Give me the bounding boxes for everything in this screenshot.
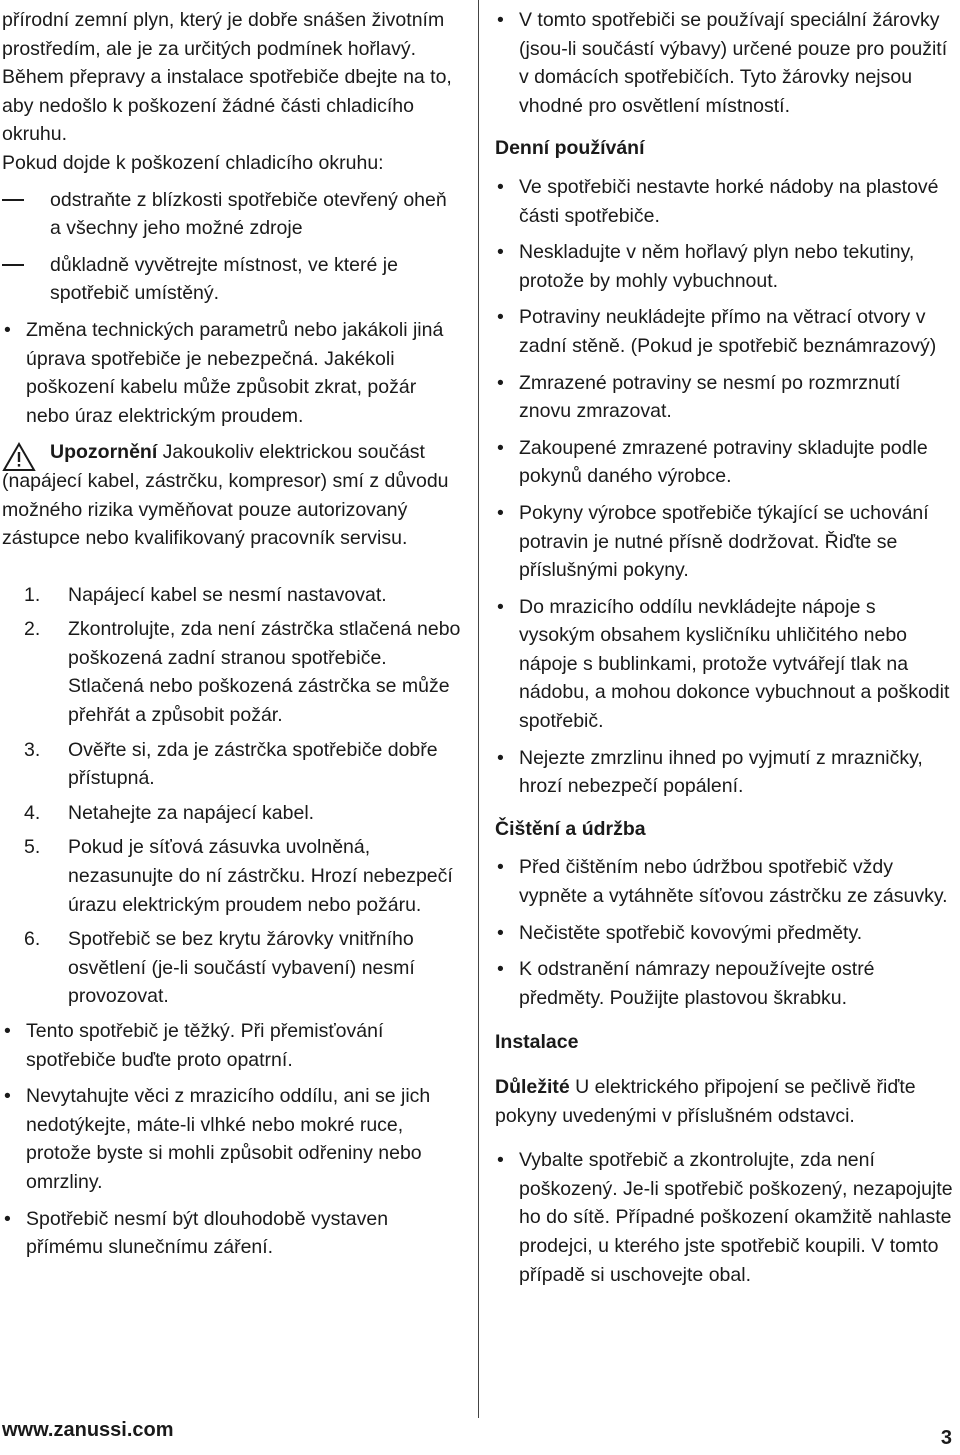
numbered-item: 2. Zkontrolujte, zda není zástrčka stlačená nebo poškozená zadní stranou spotřebiče. Stlačená nebo poškozená zástrčka se může přehřát a způsobit požár. xyxy=(24,618,461,727)
important-text: U elektrického připojení se pečlivě řiďte pokyny uvedenými v příslušném odstavci. xyxy=(495,1076,916,1127)
bullet-item: • Zakoupené zmrazené potraviny skladujte podle pokynů daného výrobce. xyxy=(495,434,955,491)
bullet-item: • Zmrazené potraviny se nesmí po rozmrznutí znovu zmrazovat. xyxy=(495,369,955,426)
bullet-item: • Neskladujte v něm hořlavý plyn nebo tekutiny, protože by mohly vybuchnout. xyxy=(495,238,955,295)
damage-paragraph: Pokud dojde k poškození chladicího okruhu: xyxy=(2,151,384,174)
bullet-item: • Tento spotřebič je těžký. Při přemisťování spotřebiče buďte proto opatrní. xyxy=(2,1017,462,1074)
dash-mark xyxy=(2,199,24,201)
left-column xyxy=(2,6,462,1270)
footer-url: www.zanussi.com xyxy=(2,1419,174,1441)
bullet-item: • K odstranění námrazy nepoužívejte ostré předměty. Použijte plastovou škrabku. xyxy=(495,955,955,1012)
bullet-item: • Potraviny neukládejte přímo na větrací otvory v zadní stěně. (Pokud je spotřebič beznámrazový) xyxy=(495,303,955,360)
bullet-item: • Spotřebič nesmí být dlouhodobě vystaven přímému slunečnímu záření. xyxy=(2,1205,462,1262)
warning-triangle-icon xyxy=(2,442,36,472)
transport-paragraph: Během přepravy a instalace spotřebiče dbejte na to, aby nedošlo k poškození žádné části chladicího okruhu. xyxy=(2,66,452,146)
bullet-item: • Ve spotřebiči nestavte horké nádoby na plastové části spotřebiče. xyxy=(495,173,955,230)
bullet-item: • Nejezte zmrzlinu ihned po vyjmutí z mrazničky, hrozí nebezpečí popálení. xyxy=(495,744,955,801)
intro-paragraph: přírodní zemní plyn, který je dobře snášen životním prostředím, ale je za určitých podmínek hořlavý. xyxy=(2,9,445,60)
bullet-item: • Pokyny výrobce spotřebiče týkající se uchování potravin je nutné přísně dodržovat. Řiďte se příslušnými pokyny. xyxy=(495,499,955,585)
bullet-item: • Změna technických parametrů nebo jakákoli jiná úprava spotřebiče je nebezpečná. Jakékoli poškození kabelu může způsobit zkrat, požár nebo úraz elektrickým proudem. xyxy=(2,316,462,430)
warning-label: Upozornění xyxy=(50,441,158,464)
dash-mark xyxy=(2,264,24,266)
bullet-item: • Nevytahujte věci z mrazicího oddílu, ani se jich nedotýkejte, máte-li vlhké nebo mokré ruce, protože byste si mohli způsobit odřeniny nebo omrzliny. xyxy=(2,1082,462,1196)
page-number: 3 xyxy=(940,1427,952,1449)
bullet-item: • Před čištěním nebo údržbou spotřebič vždy vypněte a vytáhněte síťovou zástrčku ze zásuvky. xyxy=(495,853,955,910)
right-column xyxy=(495,6,955,1297)
important-label: Důležité xyxy=(495,1076,570,1098)
dash-item: odstraňte z blízkosti spotřebiče otevřený oheň a všechny jeho možné zdroje xyxy=(2,186,462,243)
numbered-item: 6. Spotřebič se bez krytu žárovky vnitřního osvětlení (je-li součástí vybavení) nesmí provozovat. xyxy=(24,928,415,1008)
section-heading-cleaning: Čištění a údržba xyxy=(495,817,646,840)
numbered-item: 3. Ověřte si, zda je zástrčka spotřebiče dobře přístupná. xyxy=(24,738,438,790)
numbered-item: 4. Netahejte za napájecí kabel. xyxy=(24,801,315,824)
section-heading-installation: Instalace xyxy=(495,1031,579,1054)
column-divider xyxy=(478,0,479,1418)
bullet-item: • Do mrazicího oddílu nevkládejte nápoje s vysokým obsahem kysličníku uhličitého nebo nápoje s bublinkami, protože vytvářejí tlak na nádobu, a mohou dokonce vybuchnout a poškodit spotřebič. xyxy=(495,593,955,736)
warning-block xyxy=(2,438,462,552)
warning-text: Jakoukoliv elektrickou součást (napájecí kabel, zástrčku, kompresor) smí z důvodu možného rizika vyměňovat pouze autorizovaný zástupce nebo kvalifikovaný pracovník servisu. xyxy=(2,441,449,550)
bullet-item: • Nečistěte spotřebič kovovými předměty. xyxy=(495,919,955,948)
bullet-item: • V tomto spotřebiči se používají speciální žárovky (jsou-li součástí výbavy) určené pouze pro použití v domácích spotřebičích. Tyto žárovky nejsou vhodné pro osvětlení místností. xyxy=(495,6,955,120)
important-paragraph xyxy=(495,1073,955,1130)
numbered-item: 1. Napájecí kabel se nesmí nastavovat. xyxy=(24,583,387,606)
section-heading-daily-use: Denní používání xyxy=(495,137,645,160)
numbered-item: 5. Pokud je síťová zásuvka uvolněná, nezasunujte do ní zástrčku. Hrozí nebezpečí úrazu elektrickým proudem nebo požáru. xyxy=(24,836,453,916)
bullet-item: • Vybalte spotřebič a zkontrolujte, zda není poškozený. Je-li spotřebič poškozený, nezapojujte ho do sítě. Případné poškození okamžitě nahlaste prodejci, u kterého jste spotřebič koupili. V tomto případě si uschovejte obal. xyxy=(495,1146,955,1289)
dash-item: důkladně vyvětrejte místnost, ve které je spotřebič umístěný. xyxy=(2,251,462,308)
